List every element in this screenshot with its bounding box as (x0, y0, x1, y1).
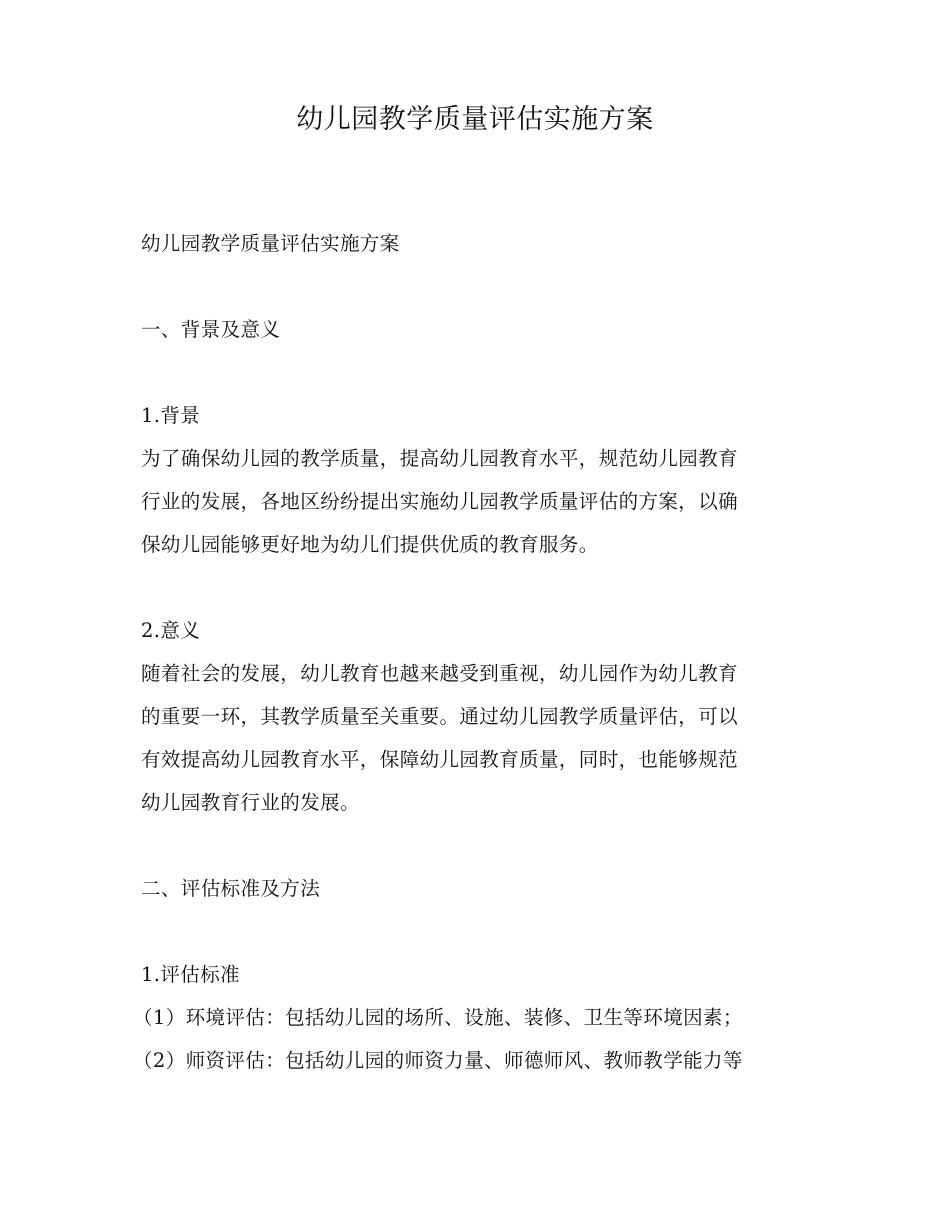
section-heading-background: 一、背景及意义 (141, 318, 281, 341)
list-item: （1）环境评估：包括幼儿园的场所、设施、装修、卫生等环境因素； (133, 1006, 743, 1029)
subsection-heading-background: 1.背景 (141, 404, 201, 427)
paragraph-line: 幼儿园教育行业的发展。 (141, 791, 360, 814)
document-body (133, 222, 821, 1082)
paragraph-spacer (141, 910, 821, 953)
paragraph-line: 的重要一环，其教学质量至关重要。通过幼儿园教学质量评估，可以 (141, 705, 739, 728)
paragraph-spacer (141, 265, 821, 308)
paragraph-line: 保幼儿园能够更好地为幼儿们提供优质的教育服务。 (141, 533, 599, 556)
paragraph-line: 为了确保幼儿园的教学质量，提高幼儿园教育水平，规范幼儿园教育 (141, 447, 739, 470)
paragraph-line: 有效提高幼儿园教育水平，保障幼儿园教育质量，同时，也能够规范 (141, 748, 739, 771)
paragraph-spacer (141, 351, 821, 394)
paragraph-line: 行业的发展，各地区纷纷提出实施幼儿园教学质量评估的方案，以确 (141, 490, 739, 513)
paragraph-spacer (141, 566, 821, 609)
paragraph-line: 随着社会的发展，幼儿教育也越来越受到重视，幼儿园作为幼儿教育 (141, 662, 739, 685)
paragraph-spacer (141, 824, 821, 867)
document-subtitle: 幼儿园教学质量评估实施方案 (141, 232, 400, 255)
document-title: 幼儿园教学质量评估实施方案 (296, 104, 654, 135)
section-heading-standards: 二、评估标准及方法 (141, 877, 321, 900)
subsection-heading-standards: 1.评估标准 (141, 963, 241, 986)
subsection-heading-significance: 2.意义 (141, 619, 201, 642)
list-item: （2）师资评估：包括幼儿园的师资力量、师德师风、教师教学能力等 (133, 1049, 743, 1072)
